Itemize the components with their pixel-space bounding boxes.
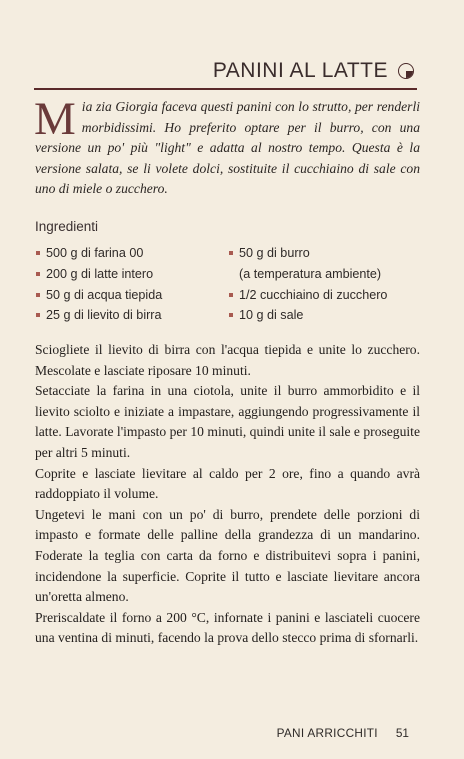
page-footer — [277, 726, 409, 740]
method-step: Setacciate la farina in una ciotola, unite il burro ammorbidito e il lievito sciolto e iniziate a impastare, aggiungendo progressivamente il latte. Lavorate l'impasto per 10 minuti, quindi unite il sale e proseguite per altri 5 minuti. — [35, 383, 420, 460]
ingredient-item: 10 g di sale — [228, 305, 387, 326]
ingredient-item: 25 g di lievito di birra — [35, 305, 162, 326]
ingredient-item: 1/2 cucchiaino di zucchero — [228, 285, 387, 306]
drop-cap: M — [34, 93, 76, 145]
ingredient-item: 200 g di latte intero — [35, 264, 162, 285]
section-name: PANI ARRICCHITI — [276, 726, 378, 740]
ingredient-item: 50 g di burro — [228, 243, 387, 264]
ingredients-list-right — [228, 243, 387, 326]
method-step: Preriscaldate il forno a 200 °C, infornate i panini e lasciateli cuocere una ventina di minuti, facendo la prova dello stecco prima di sfornarli. — [35, 609, 420, 646]
method-step: Ungetevi le mani con un po' di burro, prendete delle porzioni di impasto e formate delle palline della grandezza di un mandarino. Foderate la teglia con carta da forno e distribuitevi sopra i panini, incidendone la superficie. Coprite il tutto e lasciate lievitare ancora un'oretta almeno. — [35, 506, 420, 605]
ingredient-item: 500 g di farina 00 — [35, 243, 162, 264]
intro-paragraph — [34, 93, 420, 200]
ingredients-list-left — [35, 243, 162, 326]
page-number: 51 — [395, 726, 409, 740]
ingredient-item: 50 g di acqua tiepida — [35, 285, 162, 306]
intro-text: ia zia Giorgia faceva questi panini con lo strutto, per renderli morbidissimi. Ho preferito optare per il burro, con una versione un po' più "light" e adatta al nostro tempo. Questa è la versione salata, se li volete dolci, sostituite il cucchiaino di sale con uno di miele o zucchero. — [35, 99, 420, 196]
ingredient-note: (a temperatura ambiente) — [239, 266, 382, 281]
recipe-title: PANINI AL LATTE — [212, 59, 388, 82]
method-text — [35, 340, 420, 649]
method-step: Coprite e lasciate lievitare al caldo per 2 ore, fino a quando avrà raddoppiato il volume. — [35, 465, 420, 502]
ingredients-heading: Ingredienti — [35, 219, 99, 234]
quarter-circle-icon — [398, 63, 414, 79]
title-row — [34, 56, 414, 86]
title-rule — [34, 88, 417, 90]
method-step: Sciogliete il lievito di birra con l'acqua tiepida e unite lo zucchero. Mescolate e lasciate riposare 10 minuti. — [35, 342, 420, 378]
